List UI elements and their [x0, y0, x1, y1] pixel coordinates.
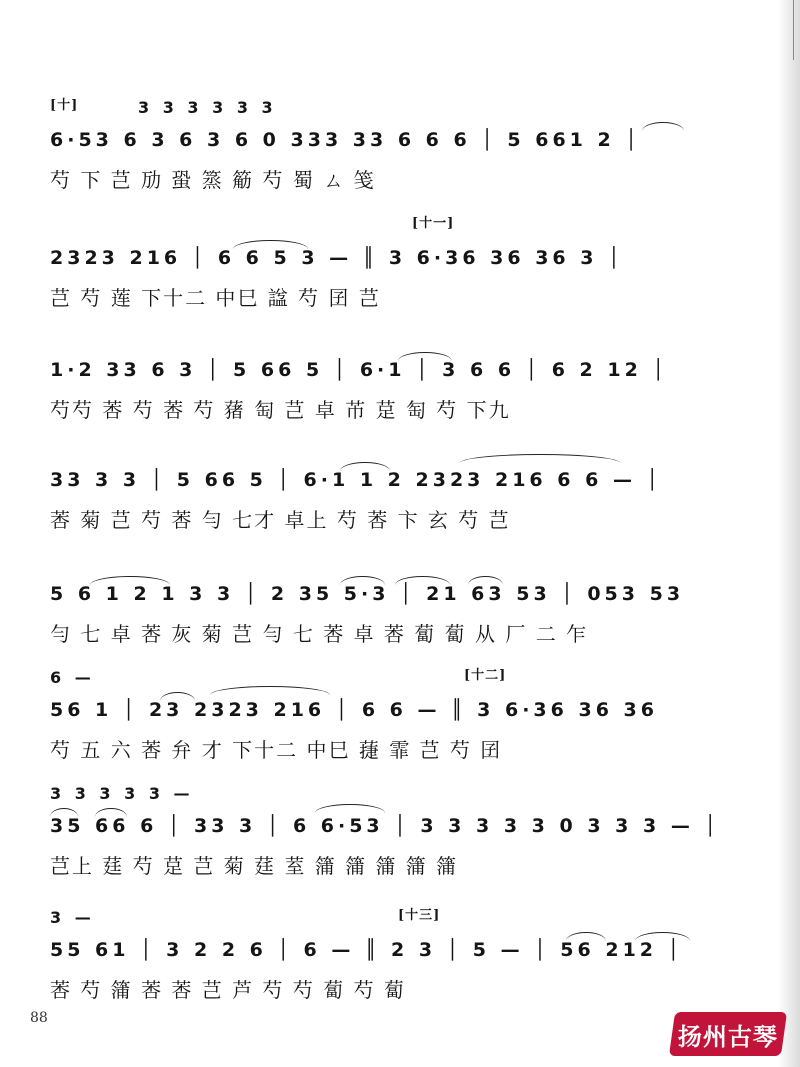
section-marker: [十] — [50, 98, 79, 113]
site-watermark-logo — [669, 1012, 787, 1056]
upper-octave-numbers: 6 — — [50, 668, 95, 687]
jianzi-tablature: 莕 芍 䈬 莕 莕 芑 芦 芍 芍 蔔 芍 蔔 — [50, 978, 406, 1002]
section-marker: [十二] — [464, 668, 507, 683]
watermark-text: 扬州古琴 — [678, 1022, 778, 1051]
jianzi-tablature: 芍 下 芑 劢 蛩 篜 䈥 芍 蜀 ㄙ 笺 — [50, 168, 376, 192]
page-number: 88 — [30, 1010, 48, 1026]
upper-octave-numbers: 3 3 3 3 3 3 — [138, 98, 277, 117]
jianpu-notes: 55 61 │ 3 2 2 6 │ 6 — ║ 2 3 │ 5 — │ 56 212 │ — [50, 939, 684, 961]
jianzi-tablature: 芑上 莛 芍 莡 芑 菊 莛 荎 䈬 䈬 䈬 䈬 䈬 — [50, 854, 459, 878]
jianpu-notes: 2323 216 │ 6 6 5 3 — ║ 3 6·36 36 36 3 │ — [50, 247, 624, 269]
jianzi-tablature: 芍 五 六 莕 弁 才 下十二 中巳 蓵 霏 芑 芍 囝 — [50, 738, 503, 762]
jianpu-notes: 6·53 6 3 6 3 6 0 333 33 6 6 6 │ 5 661 2 │ — [50, 129, 641, 151]
jianpu-notes: 33 3 3 │ 5 66 5 │ 6·1 1 2 2323 216 6 6 — │ — [50, 469, 662, 491]
page-edge-line — [793, 0, 794, 60]
upper-octave-numbers: 3 — — [50, 908, 95, 927]
upper-octave-numbers: 3 3 3 3 3 — — [50, 784, 194, 803]
jianzi-tablature: 芑 芍 莲 下十二 中巳 諡 芍 囝 芑 — [50, 286, 381, 310]
section-marker: [十一] — [412, 216, 455, 231]
jianzi-tablature: 莕 菊 芑 芍 莕 勻 七才 卓上 芍 莕 卞 玄 芍 芑 — [50, 508, 511, 532]
jianpu-notes: 1·2 33 6 3 │ 5 66 5 │ 6·1 │ 3 6 6 │ 6 2 12 │ — [50, 359, 668, 381]
page-edge-shadow — [778, 0, 800, 1067]
jianpu-notes: 35 66 6 │ 33 3 │ 6 6·53 │ 3 3 3 3 3 0 3 3 3 — │ — [50, 815, 720, 837]
jianpu-notes: 5 6 1 2 1 3 3 │ 2 35 5·3 │ 21 63 53 │ 053 53 — [50, 583, 685, 605]
jianzi-tablature: 勻 七 卓 莕 灰 菊 芑 勻 七 莕 卓 莕 蔔 蔔 从 厂 二 乍 — [50, 622, 589, 646]
jianzi-tablature: 芍芍 莕 芍 莕 芍 蕏 匋 芑 卓 芇 莡 匋 芍 下九 — [50, 398, 511, 422]
section-marker: [十三] — [398, 908, 441, 923]
jianpu-notes: 56 1 │ 23 2323 216 │ 6 6 — ║ 3 6·36 36 36 — [50, 699, 658, 721]
